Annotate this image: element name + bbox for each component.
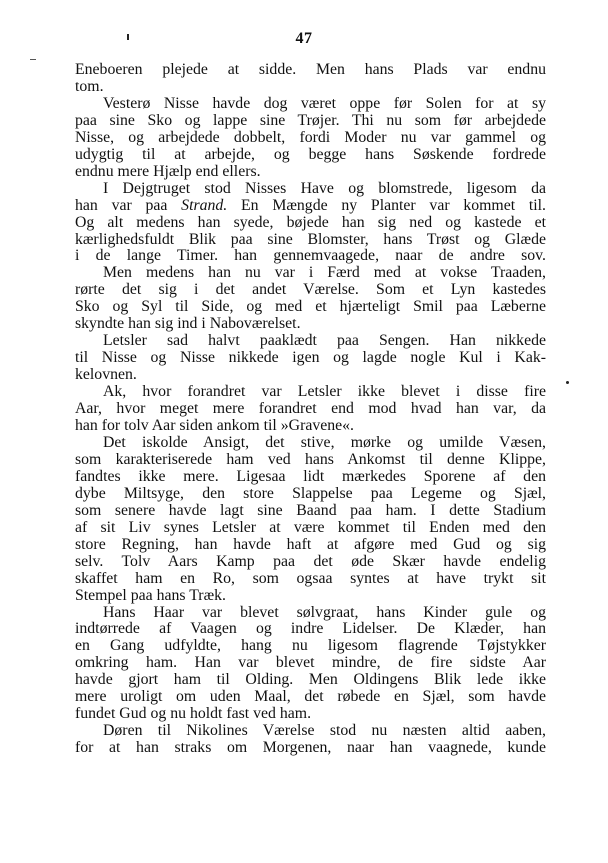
text-line: som karakteriserede ham ved hans Ankomst til denne Klippe, bbox=[75, 450, 546, 468]
text-line: skaffet ham en Ro, som ogsaa syntes at have trykt sit bbox=[75, 569, 546, 587]
text-line: havde gjort ham til Olding. Men Oldingens Blik lede ikke bbox=[75, 671, 546, 689]
text-line: til Nisse og Nisse nikkede igen og lagde nogle Kul i Kak- bbox=[75, 349, 546, 367]
text-line: som senere havde lagt sine Baand paa ham. I dette Stadium bbox=[75, 501, 546, 519]
text-line: i de lange Timer. han gennemvaagede, naar de andre sov. bbox=[75, 247, 546, 265]
text-line: selv. Tolv Aars Kamp paa det øde Skær havde endelig bbox=[75, 552, 546, 570]
text-line: Det iskolde Ansigt, det stive, mørke og umilde Væsen, bbox=[103, 433, 546, 451]
text-line: store Regning, han havde haft at afgøre med Gud og sig bbox=[75, 535, 546, 553]
text-line: endnu mere Hjælp end ellers. bbox=[75, 162, 261, 180]
text-line: tom. bbox=[75, 77, 104, 95]
text-line: rørte det sig i det andet Værelse. Som et Lyn kastedes bbox=[75, 281, 546, 299]
text-line: Vesterø Nisse havde dog været oppe før Solen for at sy bbox=[103, 94, 546, 112]
text-line: han for tolv Aar siden ankom til »Gravene«. bbox=[75, 417, 355, 435]
text-run: han var paa bbox=[75, 196, 182, 214]
text-line: Sko og Syl til Side, og med et hjærteligt Smil paa Læberne bbox=[75, 298, 546, 316]
text-line: Stempel paa hans Træk. bbox=[75, 586, 226, 604]
text-line: Og alt medens han syede, bøjede han sig ned og kastede et bbox=[75, 213, 546, 231]
body-text bbox=[75, 62, 546, 757]
text-line: fundet Gud og nu holdt fast ved ham. bbox=[75, 705, 312, 723]
text-line: Hans Haar var blevet sølvgraat, hans Kinder gule og bbox=[103, 603, 546, 621]
margin-mark bbox=[30, 59, 36, 60]
text-line: dybe Miltsyge, den store Slappelse paa Legeme og Sjæl, bbox=[75, 484, 546, 502]
text-line: Nisse, og arbejdede dobbelt, fordi Moder nu var gammel og bbox=[75, 128, 546, 146]
text-line: af sit Liv synes Letsler at være kommet til Enden med den bbox=[75, 518, 546, 536]
italic-word: Strand. bbox=[181, 196, 228, 214]
text-line: skyndte han sig ind i Naboværelset. bbox=[75, 315, 301, 333]
text-line: paa sine Sko og lappe sine Trøjer. Thi nu som før arbejdede bbox=[75, 111, 546, 129]
text-line: Men medens han nu var i Færd med at vokse Traaden, bbox=[103, 264, 546, 282]
page-number: 47 bbox=[295, 30, 313, 47]
text-line: omkring ham. Han var blevet mindre, de fire sidste Aar bbox=[75, 654, 546, 672]
text-line: indtørrede af Vaagen og indre Lidelser. De Klæder, han bbox=[75, 620, 546, 638]
text-line bbox=[75, 198, 546, 215]
text-line: Eneboeren plejede at sidde. Men hans Plads var endnu bbox=[75, 61, 546, 78]
text-line: Letsler sad halvt paaklædt paa Sengen. Han nikkede bbox=[103, 332, 546, 350]
text-line: Døren til Nikolines Værelse stod nu næsten altid aaben, bbox=[103, 722, 546, 740]
text-line: kelovnen. bbox=[75, 366, 137, 384]
text-line: kærlighedsfuldt Blik paa sine Blomster, hans Trøst og Glæde bbox=[75, 230, 546, 248]
margin-dot bbox=[566, 381, 569, 384]
text-line: mere uroligt om uden Maal, det røbede en Sjæl, som havde bbox=[75, 688, 546, 706]
text-line: Ak, hvor forandret var Letsler ikke blevet i disse fire bbox=[103, 383, 546, 401]
text-run: En Mængde ny Planter var kommet til. bbox=[227, 196, 546, 214]
text-line: Aar, hvor meget mere forandret end mod hvad han var, da bbox=[75, 400, 546, 418]
text-line: udygtig til at arbejde, og begge hans Søskende fordrede bbox=[75, 145, 546, 163]
text-line: for at han straks om Morgenen, naar han vaagnede, kunde bbox=[75, 739, 546, 757]
text-line: I Dejgtruget stod Nisses Have og blomstrede, ligesom da bbox=[103, 179, 546, 197]
text-line: fandtes ikke mere. Ligesaa lidt mærkedes Sporene af den bbox=[75, 467, 546, 485]
text-line: en Gang udfyldte, hang nu ligesom flagrende Tøjstykker bbox=[75, 637, 546, 655]
